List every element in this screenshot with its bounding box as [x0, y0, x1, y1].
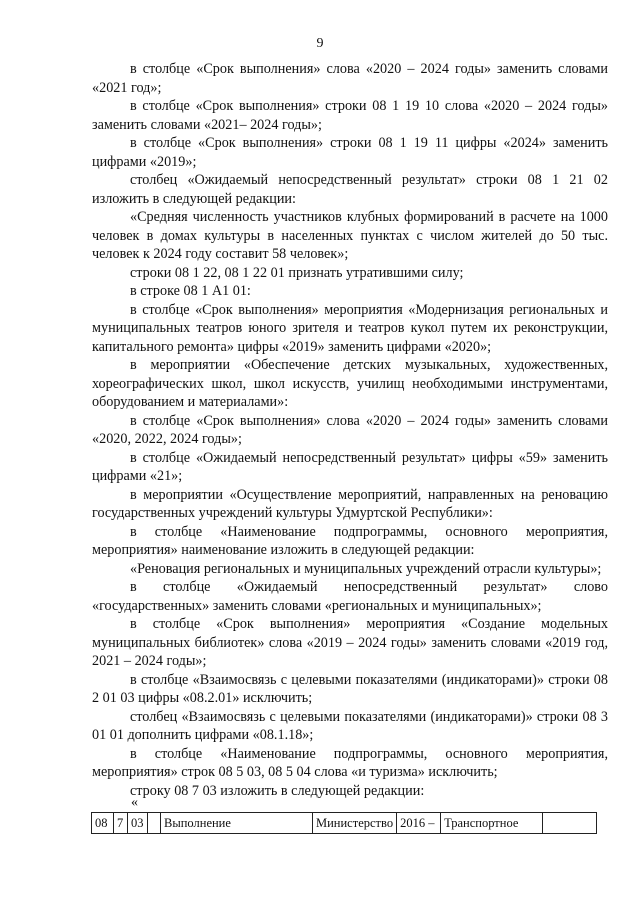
- paragraph: столбец «Взаимосвязь с целевыми показателями (индикаторами)» строки 08 3 01 01 дополнить цифрами «08.1.18»;: [92, 708, 608, 743]
- paragraph: в столбце «Срок выполнения» слова «2020 – 2024 годы» заменить словами «2021 год»;: [92, 61, 608, 96]
- paragraph: «Средняя численность участников клубных формирований в расчете на 1000 человек в домах культуры в населенных пунктах с числом жителей до 50 тыс. человек к 2024 году составит 58 человек»;: [92, 209, 608, 262]
- table-row: [92, 813, 597, 834]
- document-body: [92, 60, 608, 800]
- table-cell-indicators: [543, 813, 597, 834]
- paragraph: в столбце «Ожидаемый непосредственный результат» цифры «59» заменить цифрами «21»;: [92, 449, 608, 484]
- table-cell-name: Выполнение: [161, 813, 313, 834]
- opening-quote-mark: «: [131, 795, 138, 810]
- paragraph: в столбце «Срок выполнения» слова «2020 – 2024 годы» заменить словами «2020, 2022, 2024 годы»;: [92, 412, 608, 447]
- paragraph: строки 08 1 22, 08 1 22 01 признать утратившими силу;: [130, 264, 464, 281]
- paragraph: в столбце «Ожидаемый непосредственный результат» слово «государственных» заменить словами «региональных и муниципальных»;: [92, 579, 608, 614]
- page-number: 9: [316, 36, 324, 51]
- table-cell-code-3: 03: [128, 813, 148, 834]
- table-cell-period: 2016 –: [397, 813, 441, 834]
- paragraph: в мероприятии «Осуществление мероприятий, направленных на реновацию государственных учреждений культуры Удмуртской Республики»:: [92, 486, 608, 521]
- paragraph: строку 08 7 03 изложить в следующей редакции:: [130, 782, 425, 799]
- paragraph: в столбце «Срок выполнения» строки 08 1 19 11 цифры «2024» заменить цифрами «2019»;: [92, 135, 608, 170]
- paragraph: в столбце «Взаимосвязь с целевыми показателями (индикаторами)» строки 08 2 01 03 цифры «08.2.01» исключить;: [92, 671, 608, 706]
- table-cell-executor: Министерство: [313, 813, 397, 834]
- table-cell-code-4: [148, 813, 161, 834]
- paragraph: в строке 08 1 А1 01:: [130, 283, 251, 299]
- paragraph: «Реновация региональных и муниципальных учреждений отрасли культуры»;: [130, 560, 602, 577]
- paragraph: в столбце «Наименование подпрограммы, основного мероприятия, мероприятия» строк 08 5 03, 08 5 04 слова «и туризма» исключить;: [92, 745, 608, 780]
- paragraph: в столбце «Наименование подпрограммы, основного мероприятия, мероприятия» наименование изложить в следующей редакции:: [92, 523, 608, 558]
- table-cell-result: Транспортное: [441, 813, 543, 834]
- paragraph: в столбце «Срок выполнения» строки 08 1 19 10 слова «2020 – 2024 годы» заменить словами «2021– 2024 годы»;: [92, 98, 608, 133]
- table-cell-code-1: 08: [92, 813, 114, 834]
- paragraph: в столбце «Срок выполнения» мероприятия «Создание модельных муниципальных библиотек» слова «2019 – 2024 годы» заменить словами «2019 год, 2021 – 2024 годы»;: [92, 616, 608, 669]
- table-cell-code-2: 7: [114, 813, 128, 834]
- paragraph: столбец «Ожидаемый непосредственный результат» строки 08 1 21 02 изложить в следующей редакции:: [92, 172, 608, 207]
- program-table-row: [91, 812, 597, 834]
- paragraph: в столбце «Срок выполнения» мероприятия «Модернизация региональных и муниципальных театров юного зрителя и театров кукол путем их реконструкции, капитального ремонта» цифры «2019» заменить цифрами «2020»;: [92, 301, 608, 355]
- paragraph: в мероприятии «Обеспечение детских музыкальных, художественных, хореографических школ, школ искусств, училищ необходимыми инструментами, оборудованием и материалами»:: [92, 357, 608, 410]
